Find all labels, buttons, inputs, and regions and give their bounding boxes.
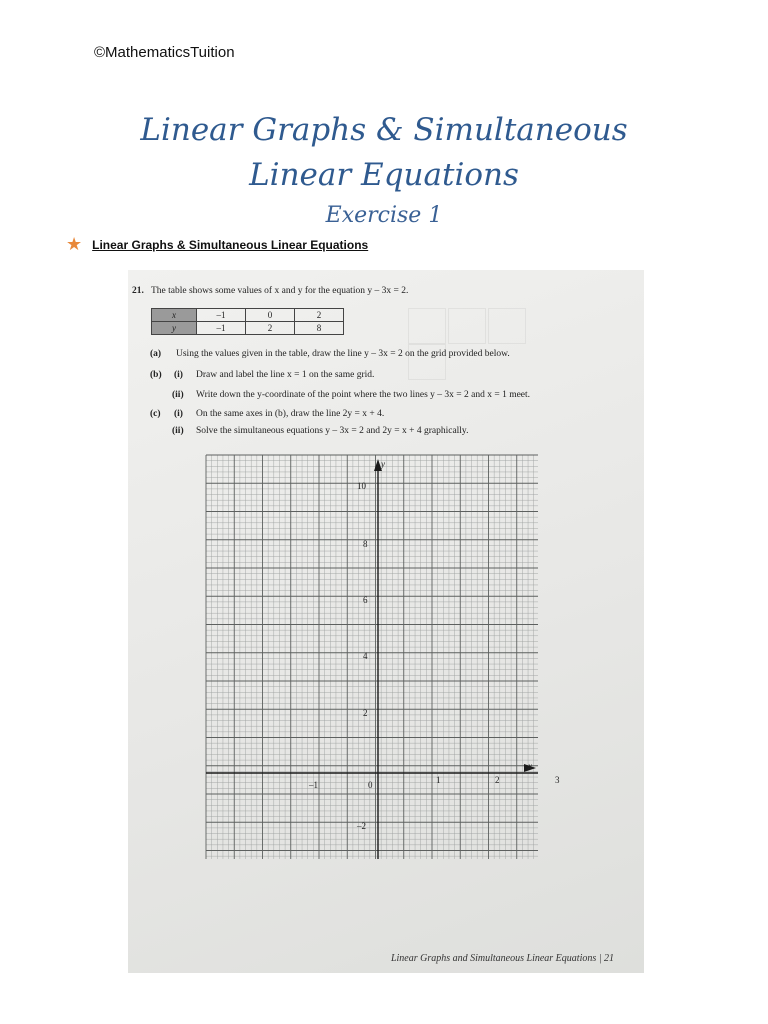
table-cell: 2 [246, 322, 295, 335]
table-cell: 2 [295, 309, 344, 322]
part-tag: (b) [150, 370, 162, 380]
y-tick-label: –2 [357, 821, 366, 831]
table-x-label: x [152, 309, 197, 322]
question-number: 21. [132, 286, 144, 296]
part-text: Draw and label the line x = 1 on the same grid. [196, 370, 375, 380]
graph-grid [206, 455, 560, 859]
part-sub: (ii) [172, 390, 184, 400]
bleed-through-shadow [408, 308, 562, 344]
x-tick-label: 2 [495, 775, 500, 785]
table-cell: –1 [197, 322, 246, 335]
x-tick-label: 3 [555, 775, 560, 785]
table-cell: –1 [197, 309, 246, 322]
page-title-line2: Linear Equations [249, 157, 519, 193]
part-sub: (ii) [172, 426, 184, 436]
table-y-label: y [152, 322, 197, 335]
table-cell: 8 [295, 322, 344, 335]
section-heading [66, 236, 368, 254]
x-tick-label: –1 [309, 780, 318, 790]
y-tick-label: 2 [363, 708, 368, 718]
y-tick-label: 8 [363, 539, 368, 549]
part-tag: (c) [150, 409, 161, 419]
y-axis-label: y [381, 459, 385, 469]
y-tick-label: 10 [357, 481, 366, 491]
table-cell: 0 [246, 309, 295, 322]
page-footer: Linear Graphs and Simultaneous Linear Equations | 21 [390, 953, 614, 964]
part-text: Write down the y-coordinate of the point where the two lines y – 3x = 2 and x = 1 meet. [196, 390, 531, 400]
exercise-subtitle: Exercise 1 [325, 203, 443, 228]
page-title-line1: Linear Graphs & Simultaneous [140, 112, 628, 148]
star-icon: ★ [66, 234, 83, 255]
x-axis-label: x [528, 761, 532, 771]
part-text: Solve the simultaneous equations y – 3x = 2 and 2y = x + 4 graphically. [196, 426, 469, 436]
part-tag: (a) [150, 349, 162, 359]
x-tick-label: 0 [368, 780, 373, 790]
x-tick-label: 1 [436, 775, 441, 785]
section-heading-text: Linear Graphs & Simultaneous Linear Equations [92, 238, 369, 252]
copyright-text: ©MathematicsTuition [94, 44, 235, 61]
part-sub: (i) [174, 409, 183, 419]
y-tick-label: 6 [363, 595, 368, 605]
question-intro: The table shows some values of x and y for the equation y – 3x = 2. [151, 286, 409, 296]
part-text: Using the values given in the table, draw the line y – 3x = 2 on the grid provided below. [176, 349, 510, 359]
y-tick-label: 4 [363, 651, 368, 661]
part-sub: (i) [174, 370, 183, 380]
part-text: On the same axes in (b), draw the line 2y = x + 4. [196, 409, 385, 419]
worksheet-photo [128, 270, 644, 973]
values-table [151, 308, 344, 335]
